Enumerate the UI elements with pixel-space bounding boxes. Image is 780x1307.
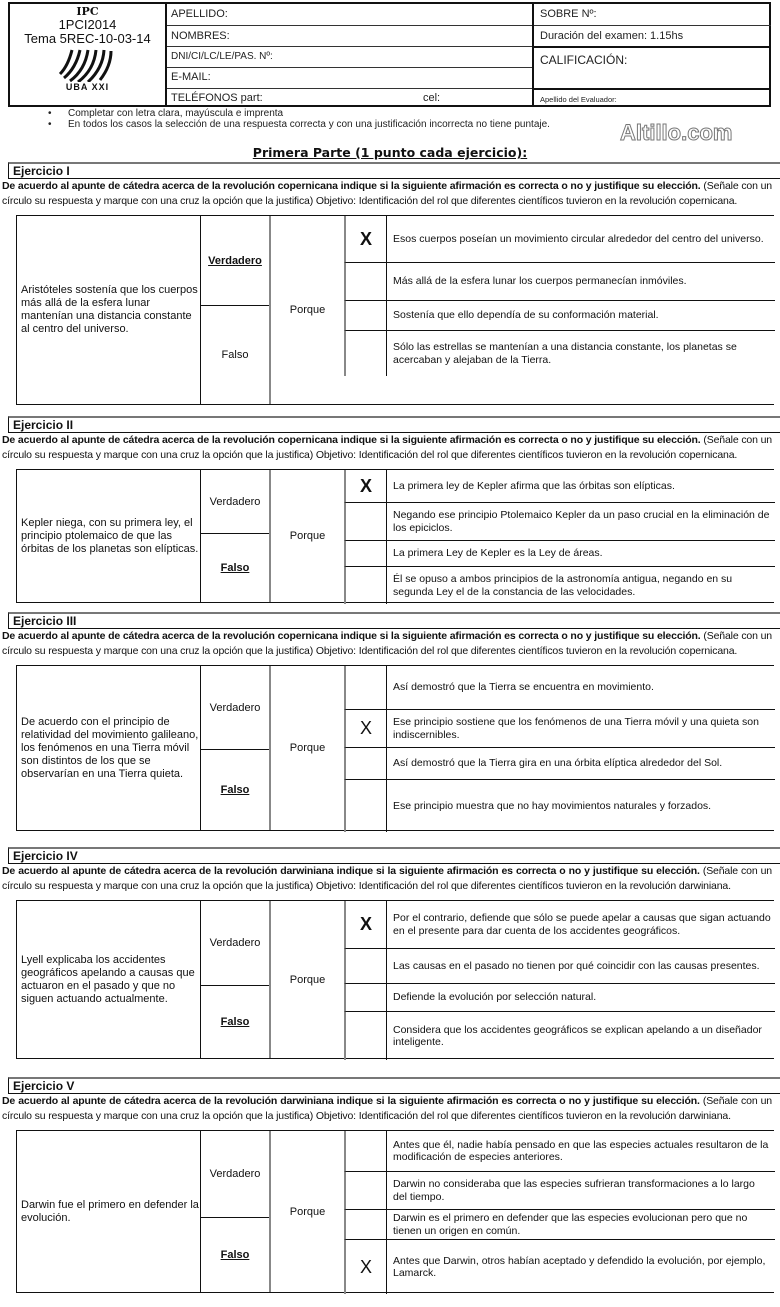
option-falso[interactable]: Falso xyxy=(200,749,269,830)
answer-table xyxy=(16,1130,774,1293)
exercise-instructions xyxy=(2,629,772,659)
justification-option: Antes que él, nadie había pensado en que las especies actuales resultaron de la modificación de especies anteriores. xyxy=(386,1131,775,1171)
justification-option: Sostenía que ello dependía de su conformación material. xyxy=(386,300,775,330)
justification-checkbox[interactable]: X xyxy=(344,709,386,747)
justification-option: Darwin es el primero en defender que las especies evolucionan pero que no tienen un origen en común. xyxy=(386,1209,775,1239)
porque-label: Porque xyxy=(269,1131,344,1292)
porque-label: Porque xyxy=(269,470,344,602)
bullet-icon: • xyxy=(48,108,52,119)
justification-option: Negando ese principio Ptolemaico Kepler da un paso crucial en la eliminación de los epiciclos. xyxy=(386,502,775,540)
justification-checkbox[interactable] xyxy=(344,747,386,779)
course-code: 1PCI2014 xyxy=(58,17,117,32)
telefonos-field[interactable]: TELÉFONOS part: xyxy=(171,92,263,104)
answer-table xyxy=(16,665,774,831)
justification-checkbox[interactable] xyxy=(344,502,386,540)
porque-label: Porque xyxy=(269,666,344,830)
divider xyxy=(534,46,771,48)
course-name: IPC xyxy=(76,5,99,18)
exercise-title: Ejercicio I xyxy=(8,162,780,179)
divider xyxy=(167,25,532,26)
justification-checkbox[interactable] xyxy=(344,262,386,300)
justification-checkbox[interactable] xyxy=(344,566,386,604)
justification-option: Más allá de la esfera lunar los cuerpos permanecían inmóviles. xyxy=(386,262,775,300)
option-falso[interactable]: Falso xyxy=(200,533,269,602)
instruction-text: Completar con letra clara, mayúscula e imprenta xyxy=(68,108,284,119)
exercise-title: Ejercicio V xyxy=(8,1077,780,1094)
instructions-bold: De acuerdo al apunte de cátedra acerca de la revolución copernicana indique si la siguiente afirmación es correcta o no y justifique su elección. xyxy=(2,434,701,446)
uba-logo-text: UBA XXI xyxy=(65,82,110,92)
email-field[interactable]: E-MAIL: xyxy=(171,71,211,83)
exercise-instructions xyxy=(2,433,772,463)
answer-table xyxy=(16,469,774,603)
divider xyxy=(165,4,167,105)
option-verdadero[interactable]: Verdadero xyxy=(200,470,269,533)
justification-checkbox[interactable]: X xyxy=(344,470,386,502)
instruction-text: En todos los casos la selección de una respuesta correcta y con una justificación incorrecta no tiene puntaje. xyxy=(68,119,550,130)
sobre-field[interactable]: SOBRE Nº: xyxy=(540,8,597,20)
option-falso[interactable]: Falso xyxy=(200,1217,269,1292)
exam-header xyxy=(8,2,771,107)
justification-option: Considera que los accidentes geográficos se explican apelando a un diseñador inteligente. xyxy=(386,1011,775,1060)
justification-option: Defiende la evolución por selección natural. xyxy=(386,983,775,1011)
bullet-icon: • xyxy=(48,119,52,130)
instructions-rest: (Señale con un círculo su respuesta y marque con una cruz la opción que la justifica) Objetivo: Identificación del rol que diferentes científicos tuvieron en la revolución copernicana. xyxy=(2,630,772,657)
justification-option: Sólo las estrellas se mantenían a una distancia constante, los planetas se acercaban y alejaban de la Tierra. xyxy=(386,330,775,376)
duracion-label: Duración del examen: 1.15hs xyxy=(540,30,684,42)
option-verdadero[interactable]: Verdadero xyxy=(200,901,269,985)
instruction-item xyxy=(48,108,283,119)
answer-table xyxy=(16,215,774,405)
justification-checkbox[interactable] xyxy=(344,300,386,330)
dni-field[interactable]: DNI/CI/LC/LE/PAS. Nº: xyxy=(171,51,273,62)
justification-checkbox[interactable] xyxy=(344,666,386,709)
justification-checkbox[interactable] xyxy=(344,779,386,832)
divider xyxy=(534,25,771,26)
justification-option: La primera Ley de Kepler es la Ley de áreas. xyxy=(386,540,775,566)
justification-option: Por el contrario, defiende que sólo se puede apelar a causas que sigan actuando en el presente para dar cuenta de los accidentes geográficos. xyxy=(386,901,775,948)
answer-table xyxy=(16,900,774,1059)
instructions-bold: De acuerdo al apunte de cátedra acerca de la revolución copernicana indique si la siguiente afirmación es correcta o no y justifique su elección. xyxy=(2,180,701,192)
statement-text: Aristóteles sostenía que los cuerpos más allá de la esfera lunar mantenían una distancia constante al centro del universo. xyxy=(21,284,198,335)
divider xyxy=(167,46,532,47)
statement-text: Kepler niega, con su primera ley, el principio ptolemaico de que las órbitas de los planetas son elípticas. xyxy=(21,516,199,555)
calificacion-field[interactable]: CALIFICACIÓN: xyxy=(540,53,628,67)
option-falso[interactable]: Falso xyxy=(200,985,269,1058)
watermark-logo: Altillo.com xyxy=(620,120,733,145)
justification-checkbox[interactable] xyxy=(344,1171,386,1209)
cel-field[interactable]: cel: xyxy=(423,92,441,104)
statement-text: Lyell explicaba los accidentes geográficos apelando a causas que actuaron en el pasado y que no siguen actuando actualmente. xyxy=(21,953,195,1005)
instructions-rest: (Señale con un círculo su respuesta y marque con una cruz la opción que la justifica) Objetivo: Identificación del rol que diferentes científicos tuvieron en la revolución darwiniana. xyxy=(2,1095,772,1122)
justification-option: Ese principio muestra que no hay movimientos naturales y forzados. xyxy=(386,779,775,832)
justification-option: Las causas en el pasado no tienen por qué coincidir con las causas presentes. xyxy=(386,948,775,983)
evaluador-field[interactable]: Apellido del Evaluador: xyxy=(540,95,617,104)
justification-option: Así demostró que la Tierra gira en una órbita elíptica alrededor del Sol. xyxy=(386,747,775,779)
instructions-bold: De acuerdo al apunte de cátedra acerca de la revolución darwiniana indique si la siguiente afirmación es correcta o no y justifique su elección. xyxy=(2,865,700,877)
justification-option: Él se opuso a ambos principios de la astronomía antigua, negando en su segunda Ley el de la constancia de las velocidades. xyxy=(386,566,775,604)
justification-checkbox[interactable] xyxy=(344,1131,386,1171)
divider xyxy=(167,88,532,89)
justification-option: La primera ley de Kepler afirma que las órbitas son elípticas. xyxy=(386,470,775,502)
instructions-bold: De acuerdo al apunte de cátedra acerca de la revolución darwiniana indique si la siguiente afirmación es correcta o no y justifique su elección. xyxy=(2,1095,700,1107)
exercise-instructions xyxy=(2,1094,772,1124)
logo-block xyxy=(10,4,165,105)
justification-checkbox[interactable] xyxy=(344,1209,386,1239)
porque-label: Porque xyxy=(269,901,344,1058)
justification-option: Darwin no consideraba que las especies sufrieran transformaciones a lo largo del tiempo. xyxy=(386,1171,775,1209)
justification-checkbox[interactable] xyxy=(344,948,386,983)
exercise-title: Ejercicio II xyxy=(8,416,780,433)
exercise-title: Ejercicio III xyxy=(8,612,780,629)
part-title: Primera Parte (1 punto cada ejercicio): xyxy=(252,145,528,160)
option-falso[interactable]: Falso xyxy=(200,305,269,404)
tema-code: Tema 5REC-10-03-14 xyxy=(24,31,151,46)
justification-option: Esos cuerpos poseían un movimiento circular alrededor del centro del universo. xyxy=(386,216,775,262)
justification-option: Ese principio sostiene que los fenómenos de una Tierra móvil y una quieta son indiscernibles. xyxy=(386,709,775,747)
option-verdadero[interactable]: Verdadero xyxy=(200,1131,269,1217)
uba-logo-icon xyxy=(58,48,118,82)
instructions-rest: (Señale con un círculo su respuesta y marque con una cruz la opción que la justifica) Objetivo: Identificación del rol que diferentes científicos tuvieron en la revolución copernicana. xyxy=(2,434,772,461)
justification-option: Antes que Darwin, otros habían aceptado y defendido la evolución, por ejemplo, Lamarck. xyxy=(386,1239,775,1294)
apellido-field[interactable]: APELLIDO: xyxy=(171,8,228,20)
justification-checkbox[interactable]: X xyxy=(344,1239,386,1294)
justification-checkbox[interactable]: X xyxy=(344,901,386,948)
option-verdadero[interactable]: Verdadero xyxy=(200,216,269,305)
option-verdadero[interactable]: Verdadero xyxy=(200,666,269,749)
justification-checkbox[interactable] xyxy=(344,540,386,566)
justification-checkbox[interactable] xyxy=(344,983,386,1011)
exercise-instructions xyxy=(2,179,772,209)
porque-label: Porque xyxy=(269,216,344,404)
divider xyxy=(167,67,532,68)
instructions-rest: (Señale con un círculo su respuesta y marque con una cruz la opción que la justifica) Objetivo: Identificación del rol que diferentes científicos tuvieron en la revolución darwiniana. xyxy=(2,865,772,892)
instruction-item xyxy=(48,119,550,130)
justification-checkbox[interactable] xyxy=(344,1011,386,1060)
divider xyxy=(534,88,771,90)
justification-option: Así demostró que la Tierra se encuentra en movimiento. xyxy=(386,666,775,709)
justification-checkbox[interactable]: X xyxy=(344,216,386,262)
statement-text: Darwin fue el primero en defender la evolución. xyxy=(21,1198,199,1224)
instructions-rest: (Señale con un círculo su respuesta y marque con una cruz la opción que la justifica) Objetivo: Identificación del rol que diferentes científicos tuvieron en la revolución copernicana. xyxy=(2,180,772,207)
exercise-title: Ejercicio IV xyxy=(8,847,780,864)
justification-checkbox[interactable] xyxy=(344,330,386,376)
exercise-instructions xyxy=(2,864,772,894)
statement-text: De acuerdo con el principio de relatividad del movimiento galileano, los fenómenos en una Tierra móvil son distintos de los que se observarían en una Tierra quieta. xyxy=(21,715,199,780)
nombres-field[interactable]: NOMBRES: xyxy=(171,30,230,42)
instructions-bold: De acuerdo al apunte de cátedra acerca de la revolución copernicana indique si la siguiente afirmación es correcta o no y justifique su elección. xyxy=(2,630,701,642)
